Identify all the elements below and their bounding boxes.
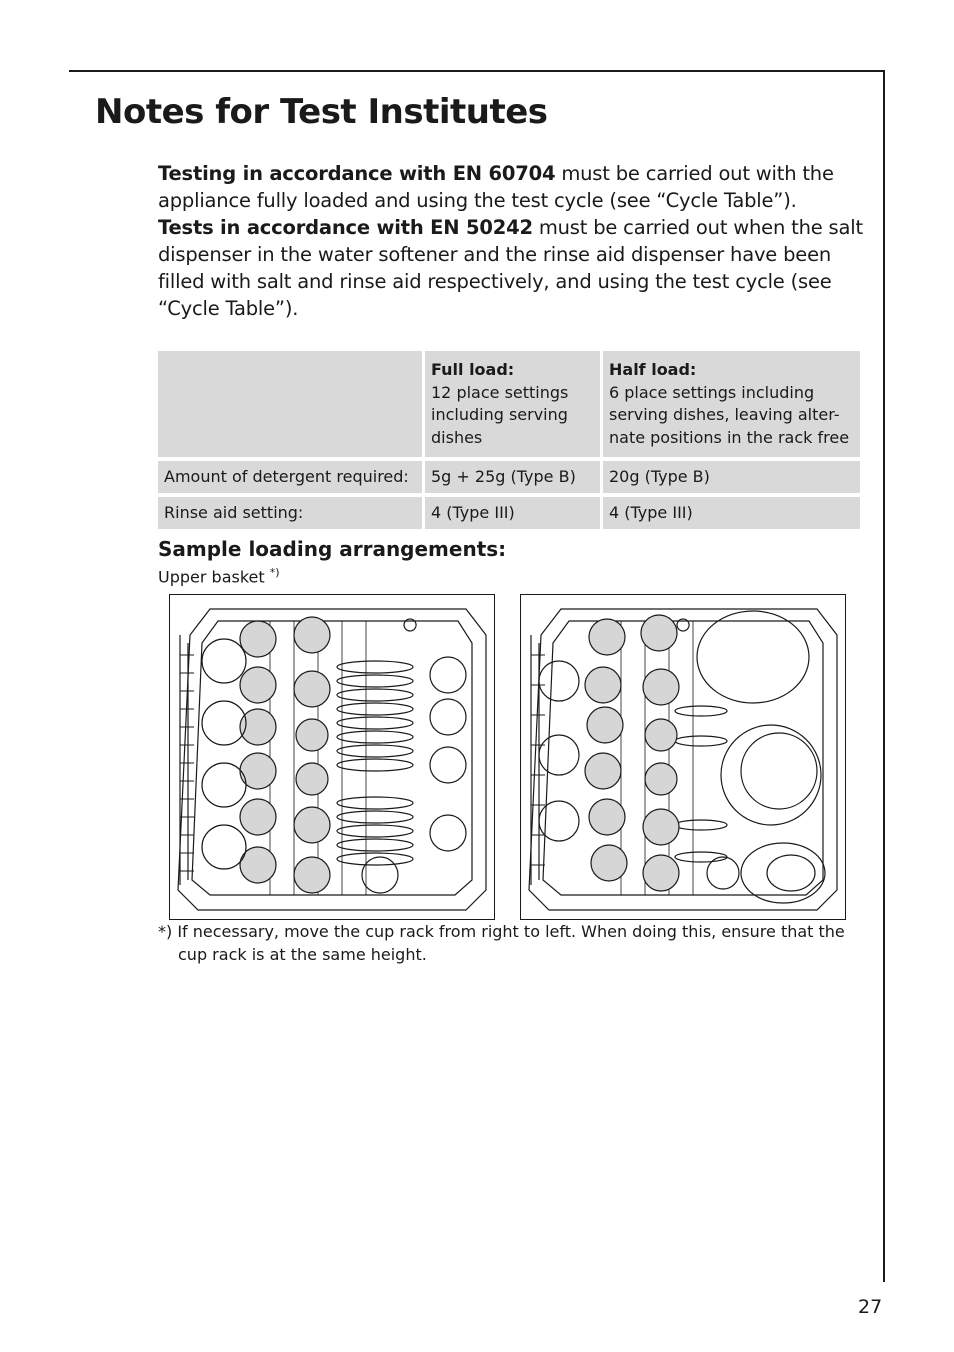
full-load-title: Full load: — [431, 360, 515, 379]
upper-basket-label — [158, 566, 280, 586]
table-header-full — [425, 351, 603, 461]
footnote-line2: cup rack is at the same height. — [178, 945, 427, 964]
footnote — [158, 920, 858, 966]
table-header-half — [603, 351, 860, 461]
footnote-mark: *) — [269, 566, 280, 579]
upper-basket-text: Upper basket — [158, 567, 265, 587]
page-title: Notes for Test Institutes — [95, 92, 548, 132]
intro-p2-rest: must be carried out when the salt dispenser in the water softener and the rinse aid dispenser have been filled with salt and rinse aid respectively, and using the test cycle (see “Cycle Table”). — [158, 216, 863, 320]
top-rule — [69, 70, 885, 72]
table-row — [158, 497, 860, 533]
intro-p2-bold: Tests in accordance with EN 50242 — [158, 216, 533, 239]
side-rule — [883, 70, 885, 1282]
table-row — [158, 461, 860, 497]
full-load-rack-illustration — [169, 594, 495, 920]
table-header-row — [158, 351, 860, 461]
row-half-value: 4 (Type III) — [603, 497, 860, 533]
intro-text — [158, 160, 868, 322]
load-spec-table — [158, 351, 860, 533]
row-full-value: 5g + 25g (Type B) — [425, 461, 603, 497]
row-label: Rinse aid setting: — [158, 497, 425, 533]
intro-p1-bold: Testing in accordance with EN 60704 — [158, 162, 556, 185]
half-load-rack-illustration — [520, 594, 846, 920]
table-header-empty — [158, 351, 425, 461]
row-full-value: 4 (Type III) — [425, 497, 603, 533]
half-load-desc: 6 place settings including serving dishes, leaving alter-nate positions in the rack free — [609, 382, 850, 447]
intro-p1-rest: must be carried out with the appliance fully loaded and using the test cycle (see “Cycle Table”). — [158, 162, 834, 212]
footnote-line1: *) If necessary, move the cup rack from right to left. When doing this, ensure that the — [158, 922, 845, 941]
row-label: Amount of detergent required: — [158, 461, 425, 497]
page-number: 27 — [858, 1296, 883, 1318]
row-half-value: 20g (Type B) — [603, 461, 860, 497]
half-load-title: Half load: — [609, 360, 697, 379]
loading-section-title: Sample loading arrangements: — [158, 537, 507, 561]
full-load-desc: 12 place settings including serving dishes — [431, 382, 569, 447]
